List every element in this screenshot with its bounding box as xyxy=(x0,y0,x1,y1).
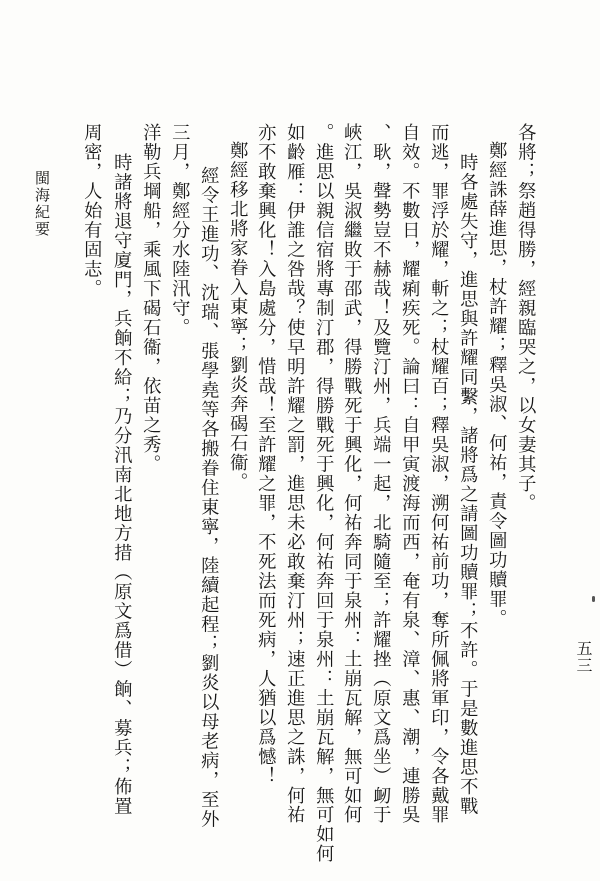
text-column-5: 經令王進功、沈瑞、張學堯等各搬眷住東寧，陸續起程；劉炎以母老病，至外 xyxy=(198,166,220,829)
text-column-3: 洋勒兵堈船，乘風下碣石衞，依苗之秀。 xyxy=(140,123,162,474)
text-column-1: 周密，人始有固志。 xyxy=(81,123,103,299)
text-column-13: 而逃，罪浮於耀，斬之；杖耀百；釋吳淑，溯何祐前功，奪所佩將軍印，令各戴罪 xyxy=(428,123,450,825)
page-number: 五三 xyxy=(574,640,593,674)
ink-speck xyxy=(592,596,595,602)
text-column-9: 。進思以親信宿將專制汀郡，得勝戰死于興化，何祐奔回于泉州：土崩瓦解，無可如何 xyxy=(313,123,335,864)
text-column-11: 、耿，聲勢豈不赫哉！及覽汀州，兵端一起，北騎隨至；許耀挫（原文爲坐）衂于 xyxy=(370,123,392,825)
text-column-2: 時諸將退守廈門，兵餉不給；乃分汛南北地方措（原文爲借）餉、募兵；佈置 xyxy=(111,153,133,816)
text-column-15: 鄭經誅薛進思，杖許耀；釋吳淑、何祐，責令圖功贖罪。 xyxy=(486,141,508,629)
text-column-14: 時各處失守，進思與許耀同繫，諸將爲之請圖功贖罪；不許。于是數進思不戰 xyxy=(457,153,479,816)
text-column-6: 鄭經移北將家眷入東寧；劉炎奔碣石衞。 xyxy=(227,141,249,492)
text-column-4: 三月，鄭經分水陸汛守。 xyxy=(169,123,191,338)
text-column-16: 各將；祭趙得勝，經親臨哭之，以女妻其子。 xyxy=(515,123,537,513)
text-column-12: 自效。不數日，耀痢疾死。論曰：自甲寅渡海而西，奄有泉、漳、惠、潮，連勝吳 xyxy=(399,123,421,825)
running-header-title: 閩海紀要 xyxy=(33,170,51,238)
text-column-10: 峽江，吳淑繼敗于邵武，得勝戰死于興化，何祐奔同于泉州：土崩瓦解，無可如何 xyxy=(341,123,363,825)
text-column-8: 如齡雁：伊誰之咎哉？使早明許耀之罰，進思未必敢棄汀州；速正進思之誅，何祐 xyxy=(284,123,306,825)
text-column-7: 亦不敢棄興化！入島處分，惜哉！至許耀之罪，不死法而死病，人猶以爲憾！ xyxy=(255,123,277,786)
